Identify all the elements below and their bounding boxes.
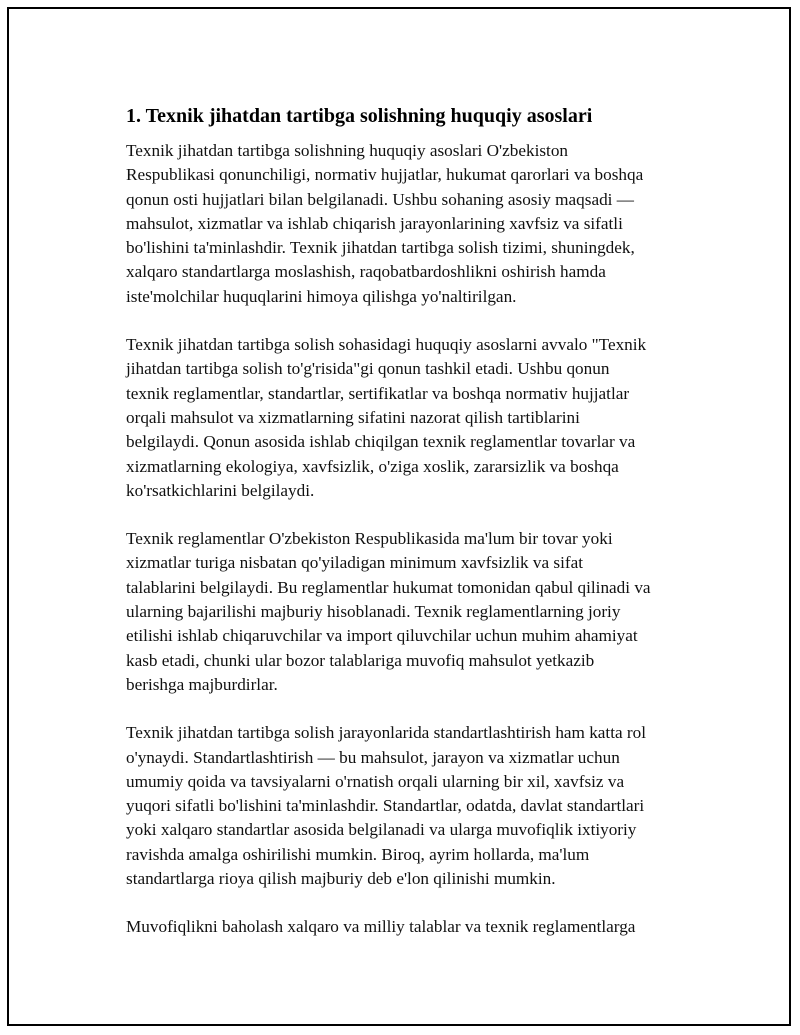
text-line: ravishda amalga oshirilishi mumkin. Biroq, ayrim hollarda, ma'lum <box>126 844 590 864</box>
text-line: yuqori sifatli bo'lishini ta'minlashdir. Standartlar, odatda, davlat standartlari <box>126 796 645 816</box>
text-line: ko'rsatkichlarini belgilaydi. <box>126 480 315 500</box>
text-line: xizmatlar turiga nisbatan qo'yiladigan minimum xavfsizlik va sifat <box>126 553 584 573</box>
document-body <box>126 103 696 964</box>
text-line: bo'lishini ta'minlashdir. Texnik jihatdan tartibga solish tizimi, shuningdek, <box>126 238 635 258</box>
text-line: etilishi ishlab chiqaruvchilar va import qiluvchilar uchun muhim ahamiyat <box>126 626 638 646</box>
paragraph-1 <box>126 139 696 309</box>
paragraph-3 <box>126 527 696 697</box>
text-line: Texnik jihatdan tartibga solishning huquqiy asoslari O'zbekiston <box>126 141 569 160</box>
text-line: standartlarga rioya qilish majburiy deb e'lon qilinishi mumkin. <box>126 869 556 889</box>
paragraph-2 <box>126 333 696 503</box>
text-line: Texnik jihatdan tartibga solish sohasidagi huquqiy asoslarni avvalo "Texnik <box>126 335 647 355</box>
text-line: Respublikasi qonunchiligi, normativ hujjatlar, hukumat qarorlari va boshqa <box>126 165 644 185</box>
text-line: ularning bajarilishi majburiy hisoblanadi. Texnik reglamentlarning joriy <box>126 602 621 622</box>
text-line: iste'molchilar huquqlarini himoya qilishga yo'naltirilgan. <box>126 286 517 306</box>
text-line: xizmatlarning ekologiya, xavfsizlik, o'ziga xoslik, zararsizlik va boshqa <box>126 456 619 476</box>
text-line: kasb etadi, chunki ular bozor talablariga muvofiq mahsulot yetkazib <box>126 650 595 670</box>
text-line: texnik reglamentlar, standartlar, sertifikatlar va boshqa normativ hujjatlar <box>126 383 630 403</box>
text-line: berishga majburdirlar. <box>126 674 278 694</box>
text-line: o'ynaydi. Standartlashtirish — bu mahsulot, jarayon va xizmatlar uchun <box>126 747 620 767</box>
text-line: orqali mahsulot va xizmatlarning sifatini nazorat qilish tartiblarini <box>126 407 580 427</box>
text-line: talablarini belgilaydi. Bu reglamentlar hukumat tomonidan qabul qilinadi va <box>126 577 651 597</box>
text-line: belgilaydi. Qonun asosida ishlab chiqilgan texnik reglamentlar tovarlar va <box>126 432 636 452</box>
text-line: Muvofiqlikni baholash xalqaro va milliy talablar va texnik reglamentlarga <box>126 917 636 937</box>
text-line: xalqaro standartlarga moslashish, raqobatbardoshlikni oshirish hamda <box>126 262 606 282</box>
page-frame <box>7 7 791 1026</box>
text-line: umumiy qoida va tavsiyalarni o'rnatish orqali ularning bir xil, xavfsiz va <box>126 771 625 791</box>
text-line: jihatdan tartibga solish to'g'risida"gi qonun tashkil etadi. Ushbu qonun <box>126 359 610 379</box>
text-line: Texnik reglamentlar O'zbekiston Respublikasida ma'lum bir tovar yoki <box>126 529 613 549</box>
paragraph-4 <box>126 721 696 891</box>
text-line: yoki xalqaro standartlar asosida belgilanadi va ularga muvofiqlik ixtiyoriy <box>126 820 637 840</box>
section-heading: 1. Texnik jihatdan tartibga solishning huquqiy asoslari <box>126 105 593 127</box>
text-line: Texnik jihatdan tartibga solish jarayonlarida standartlashtirish ham katta rol <box>126 723 647 743</box>
paragraph-5 <box>126 915 696 939</box>
text-line: mahsulot, xizmatlar va ishlab chiqarish jarayonlarining xavfsiz va sifatli <box>126 213 623 233</box>
text-line: qonun osti hujjatlari bilan belgilanadi. Ushbu sohaning asosiy maqsadi — <box>126 189 634 209</box>
